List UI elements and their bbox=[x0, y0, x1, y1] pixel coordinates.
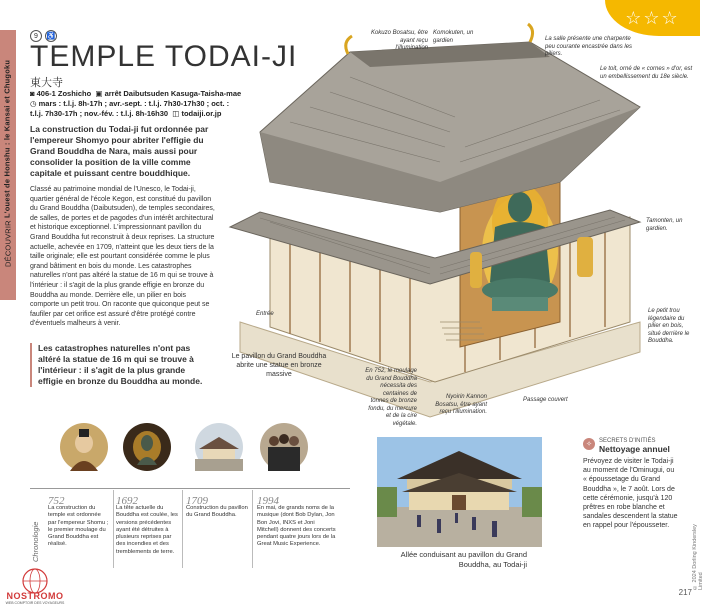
timeline-divider bbox=[113, 490, 114, 568]
address: 406-1 Zoshicho bbox=[36, 89, 92, 98]
page-title: TEMPLE TODAI-JI bbox=[30, 40, 298, 73]
label-nyoirin: Nyoirin Kannon Bosatsu, être ayant reçu l'illumination. bbox=[435, 394, 487, 415]
photo-caption: Allée conduisant au pavillon du Grand Bouddha, au Todai-ji bbox=[400, 550, 527, 569]
insider-icon: ✧ bbox=[583, 438, 595, 450]
timeline-line bbox=[30, 488, 350, 489]
clock-icon: ◷ bbox=[30, 99, 37, 108]
timeline-text: Construction du pavillon du Grand Bouddha. bbox=[186, 505, 248, 519]
bus-icon: ▣ bbox=[95, 89, 103, 98]
hours-line-2: t.l.j. 7h30-17h ; nov.-fév. : t.l.j. 8h-16h30 bbox=[30, 109, 169, 118]
secret-box bbox=[583, 438, 678, 531]
timeline-entry-752 bbox=[60, 423, 108, 476]
timeline-entry-1709 bbox=[195, 423, 243, 476]
web-icon: ◫ bbox=[172, 109, 180, 118]
timeline-entry-1692 bbox=[123, 423, 171, 476]
timeline-entry-1994 bbox=[260, 423, 308, 476]
secret-title: Nettoyage annuel bbox=[599, 444, 670, 454]
side-tab-label bbox=[0, 38, 16, 288]
timeline-year: 752 bbox=[48, 495, 65, 507]
accessibility-icon: ♿ bbox=[45, 30, 57, 42]
label-moulage: En 752, le moulage du Grand Bouddha nécessita des centaines de tonnes de bronze fondu, du mercure et de la cire végétale. bbox=[365, 368, 417, 427]
timeline-year: 1709 bbox=[186, 495, 208, 507]
secret-text: Prévoyez de visiter le Todai-ji au moment de l'Ominugui, ou « époussetage du Grand Bouddha », le 7 août. Lors de cette cérémonie, jusqu'à 120 prêtres en robe blanche et sandales descendent la statue en rappel pour l'épousseter. bbox=[583, 458, 678, 530]
label-salle: La salle présente une charpente peu courante encastrée dans les piliers. bbox=[545, 36, 633, 57]
timeline-label: Chronologie bbox=[31, 521, 40, 562]
timeline-text: La tête actuelle du Bouddha est coulée, les versions précédentes ayant été détruites à plusieurs reprises par des incendies et des tremblements de terre. bbox=[116, 505, 178, 555]
secret-heading: SECRETS D'INITIÉS bbox=[599, 438, 656, 444]
label-tamonten: Tamonten, un gardien. bbox=[646, 218, 683, 232]
label-kokuzo: Kokuzo Bosatsu, être ayant reçu l'illumination bbox=[370, 30, 428, 51]
musicians-photo bbox=[260, 423, 308, 471]
website-link[interactable]: todaiji.or.jp bbox=[181, 109, 222, 118]
pull-quote: Les catastrophes naturelles n'ont pas altéré la statue de 16 m qui se trouve à l'intérieur : il s'agit de la plus grande effigie en bronze du Bouddha au monde. bbox=[30, 343, 205, 387]
transit: arrêt Daibutsuden Kasuga-Taisha-mae bbox=[104, 89, 242, 98]
timeline-year: 1994 bbox=[257, 495, 279, 507]
body-paragraph: Classé au patrimoine mondial de l'Unesco, le Todai-ji, quartier général de l'école Kegon, est constitué du pavillon du Grand Bouddha (Daibutsuden), de temples secondaires, de salles, de portes et de pagodes d'un intérêt architectural et historique exceptionnel. L'impressionnant pavillon du Grand Bouddha fut reconstruit à deux reprises. La structure actuelle, achevée en 1709, n'atteint que les deux tiers de la taille originale; elle est pourtant considérée comme le plus grand bâtiment en bois du monde. Les catastrophes naturelles n'ont pas altéré la statue de 16 m qui se trouve à l'intérieur : il s'agit de la plus grande effigie en bronze du Bouddha au monde. Derrière elle, un pilier en bois comporte un petit trou. On raconte que quiconque peut se faufiler par cet orifice est assuré d'être protégé contre d'éventuels malheurs à venir. bbox=[30, 186, 215, 328]
timeline-text: La construction du temple est ordonnée par l'empereur Shomu ; le premier moulage du Grand Bouddha est réalisé. bbox=[48, 505, 109, 548]
timeline-divider bbox=[182, 490, 183, 568]
label-pavillon: Le pavillon du Grand Bouddha abrite une statue en bronze massive bbox=[231, 353, 327, 378]
label-komokuten: Komokuten, un gardien bbox=[433, 30, 474, 44]
page-number: 217 bbox=[678, 588, 692, 597]
lead-paragraph: La construction du Todai-ji fut ordonnée par l'empereur Shomyo pour abriter l'effigie du Grand Bouddha de Nara, mais aussi pour consolider la position de la ville comme capitale et puissant centre bouddhique. bbox=[30, 124, 209, 178]
address-icon: ◙ bbox=[30, 89, 35, 98]
temple-illustration bbox=[230, 22, 645, 442]
section-label: DÉCOUVRIR bbox=[3, 219, 13, 267]
label-entree: Entrée bbox=[256, 311, 274, 317]
timeline-year: 1692 bbox=[116, 495, 138, 507]
logo-tagline: WEB COMPTOIR DES VOYAGEURS bbox=[5, 601, 65, 605]
region-label: L'ouest de Honshu : le Kansai et Chugoku bbox=[2, 59, 12, 218]
timeline-divider bbox=[252, 490, 253, 568]
buddha-head-photo bbox=[123, 423, 171, 471]
map-ref-icon: 9 bbox=[30, 30, 42, 42]
emperor-portrait bbox=[60, 423, 108, 471]
nostromo-logo bbox=[4, 568, 66, 606]
label-trou: Le petit trou légendaire du pilier en bois, situé derrière le Bouddha. bbox=[648, 308, 690, 344]
copyright: © 2024 Dorling Kindersley Limited bbox=[692, 524, 704, 590]
label-toit: Le toit, orné de « cornes » d'or, est un embellissement du 18e siècle. bbox=[600, 66, 693, 80]
logo-name: NOSTROMO bbox=[6, 591, 64, 601]
rating-stars: ☆☆☆ bbox=[605, 0, 700, 36]
timeline-text: En mai, de grands noms de la musique (dont Bob Dylan, Jon Bon Jovi, INXS et Joni Mitchell) donnent des concerts pendant quatre jours lors de la Great Music Experience. bbox=[257, 505, 336, 548]
label-passage: Passage couvert bbox=[523, 397, 568, 403]
hours-line-1: mars : t.l.j. 8h-17h ; avr.-sept. : t.l.j. 7h30-17h30 ; oct. : bbox=[38, 99, 230, 108]
page-title-japanese: 東大寺 bbox=[30, 77, 63, 89]
pavilion-photo bbox=[195, 423, 243, 471]
temple-photo bbox=[377, 437, 542, 547]
